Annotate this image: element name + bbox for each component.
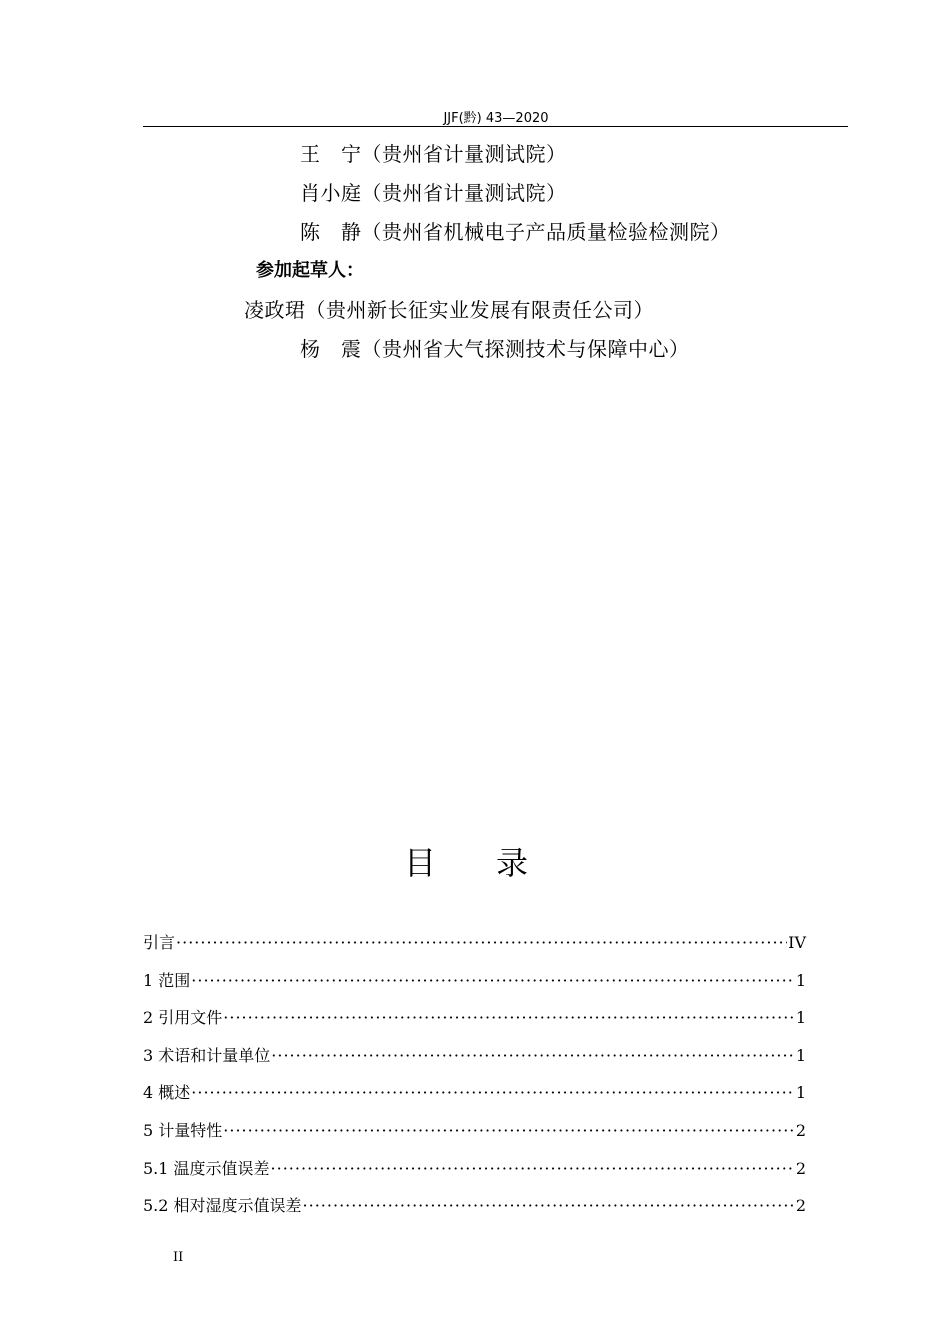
table-of-contents (143, 930, 806, 1231)
toc-leader (271, 1159, 795, 1178)
participants-label: 参加起草人： (256, 260, 364, 281)
toc-entry-label: 2 引用文件 (143, 1008, 223, 1028)
header-code: JJF(黔) 43—2020 (443, 111, 549, 126)
header-rule (143, 126, 848, 127)
toc-entry-page: 1 (795, 1045, 806, 1065)
drafter-name: 肖小庭 (300, 181, 362, 205)
toc-entry-label: 4 概述 (143, 1083, 191, 1103)
toc-entry[interactable] (143, 1156, 806, 1194)
participant-1 (244, 294, 654, 323)
toc-leader (271, 1046, 795, 1065)
toc-entry-label: 5 计量特性 (143, 1120, 223, 1140)
toc-leader (191, 1083, 795, 1102)
participant-name: 杨 震 (300, 337, 362, 361)
toc-entry[interactable] (143, 968, 806, 1006)
toc-entry[interactable] (143, 1118, 806, 1156)
toc-leader (223, 1121, 795, 1140)
toc-entry-label: 5.1 温度示值误差 (143, 1158, 270, 1178)
toc-entry[interactable] (143, 1005, 806, 1043)
toc-entry-page: 1 (795, 1008, 806, 1028)
toc-entry-label: 1 范围 (143, 970, 191, 990)
drafter-org: （贵州省计量测试院） (361, 181, 567, 205)
toc-leader (191, 971, 795, 990)
participant-org: （贵州新长征实业发展有限责任公司） (305, 298, 654, 322)
toc-entry[interactable] (143, 1043, 806, 1081)
drafter-name: 王 宁 (300, 142, 362, 166)
toc-title: 目录 (403, 844, 588, 882)
drafter-1 (300, 138, 567, 167)
drafter-org: （贵州省机械电子产品质量检验检测院） (361, 220, 731, 244)
toc-entry-page: 2 (795, 1196, 806, 1216)
participant-2 (300, 333, 690, 362)
toc-entry-label: 5.2 相对湿度示值误差 (143, 1196, 302, 1216)
toc-entry-page: 1 (795, 970, 806, 990)
drafter-name: 陈 静 (300, 220, 362, 244)
toc-entry-page: 2 (795, 1158, 806, 1178)
toc-entry[interactable] (143, 1080, 806, 1118)
toc-entry-page: 1 (795, 1083, 806, 1103)
toc-entry-page: 2 (795, 1120, 806, 1140)
toc-entry-page: IV (788, 933, 806, 952)
toc-leader (303, 1196, 795, 1215)
participant-org: （贵州省大气探测技术与保障中心） (361, 337, 690, 361)
drafter-2 (300, 177, 567, 206)
toc-entry[interactable] (143, 1193, 806, 1231)
participant-name: 凌政珺 (244, 298, 306, 322)
toc-entry-label: 引言 (143, 933, 176, 952)
toc-leader (223, 1008, 795, 1027)
toc-entry[interactable] (143, 930, 806, 968)
drafter-3 (300, 216, 731, 245)
toc-leader (176, 933, 787, 952)
drafter-org: （贵州省计量测试院） (361, 142, 567, 166)
page-number: II (173, 1250, 184, 1265)
toc-entry-label: 3 术语和计量单位 (143, 1045, 271, 1065)
